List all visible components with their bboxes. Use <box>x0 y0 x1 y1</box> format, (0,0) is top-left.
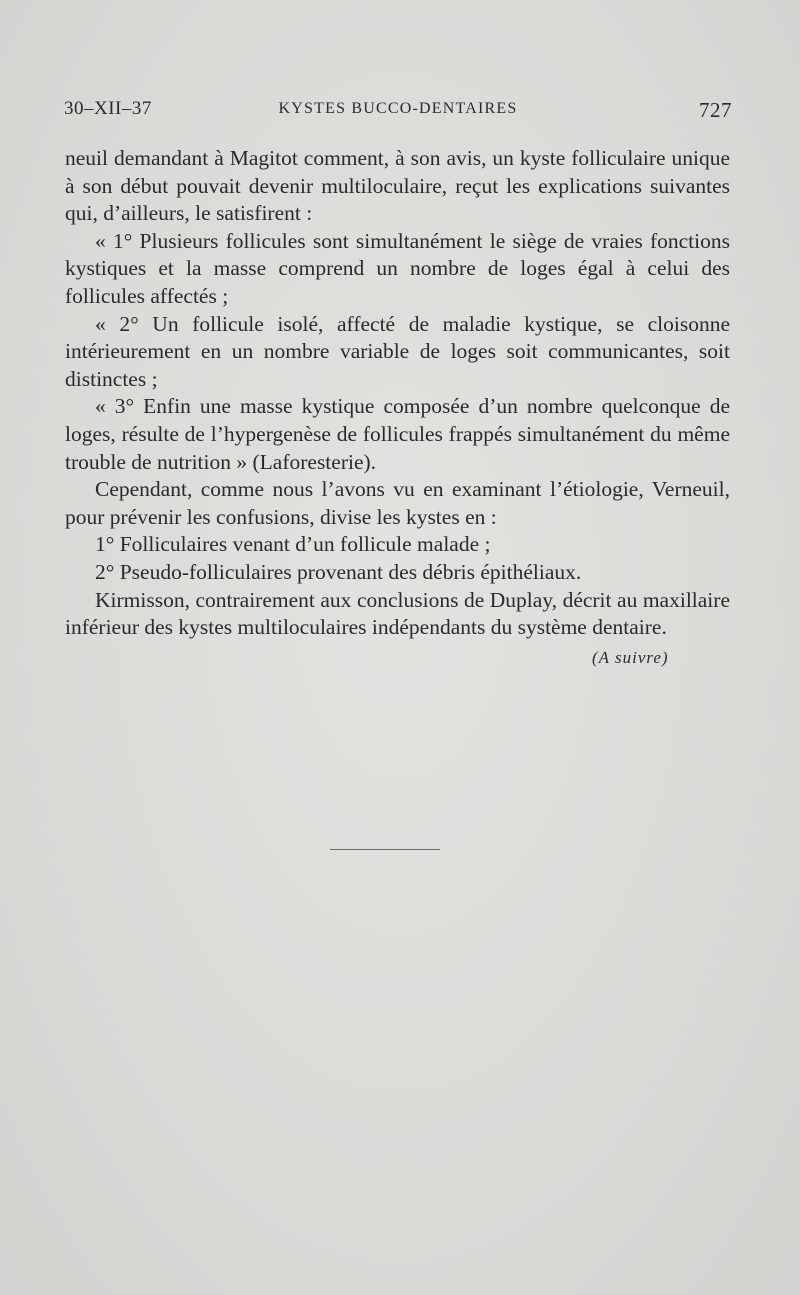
paragraph: 1° Folliculaires venant d’un follicule malade ; <box>95 532 491 557</box>
paragraph: Kirmisson, contrairement aux conclusions de Duplay, décrit au maxillaire inférieur des kystes multiloculaires indépendants du système dentaire. <box>65 587 730 640</box>
paragraph: « 2° Un follicule isolé, affecté de maladie kystique, se cloisonne intérieurement en un nombre variable de loges soit communicantes, soit distinctes ; <box>65 311 730 391</box>
running-header <box>64 98 732 128</box>
paragraph: « 1° Plusieurs follicules sont simultanément le siège de vraies fonctions kystiques et la masse comprend un nombre de loges égal à celui des follicules affectés ; <box>65 228 730 308</box>
paragraph: 2° Pseudo-folliculaires provenant des débris épithéliaux. <box>95 559 582 584</box>
paragraph: neuil demandant à Magitot comment, à son avis, un kyste folliculaire unique à son début pouvait devenir multiloculaire, reçut les explications suivantes qui, d’ailleurs, le satisfirent : <box>65 146 730 226</box>
section-rule <box>330 849 440 850</box>
header-date: 30–XII–37 <box>64 98 152 119</box>
body-text <box>65 145 730 642</box>
continuation-note: (A suivre) <box>592 648 669 667</box>
header-title: KYSTES BUCCO-DENTAIRES <box>278 100 518 117</box>
page-number: 727 <box>699 98 732 122</box>
paragraph: Cependant, comme nous l’avons vu en examinant l’étiologie, Verneuil, pour prévenir les confusions, divise les kystes en : <box>65 477 730 529</box>
paragraph: « 3° Enfin une masse kystique composée d’un nombre quelconque de loges, résulte de l’hypergenèse de follicules frappés simultanément du même trouble de nutrition » (Laforesterie). <box>65 394 730 474</box>
